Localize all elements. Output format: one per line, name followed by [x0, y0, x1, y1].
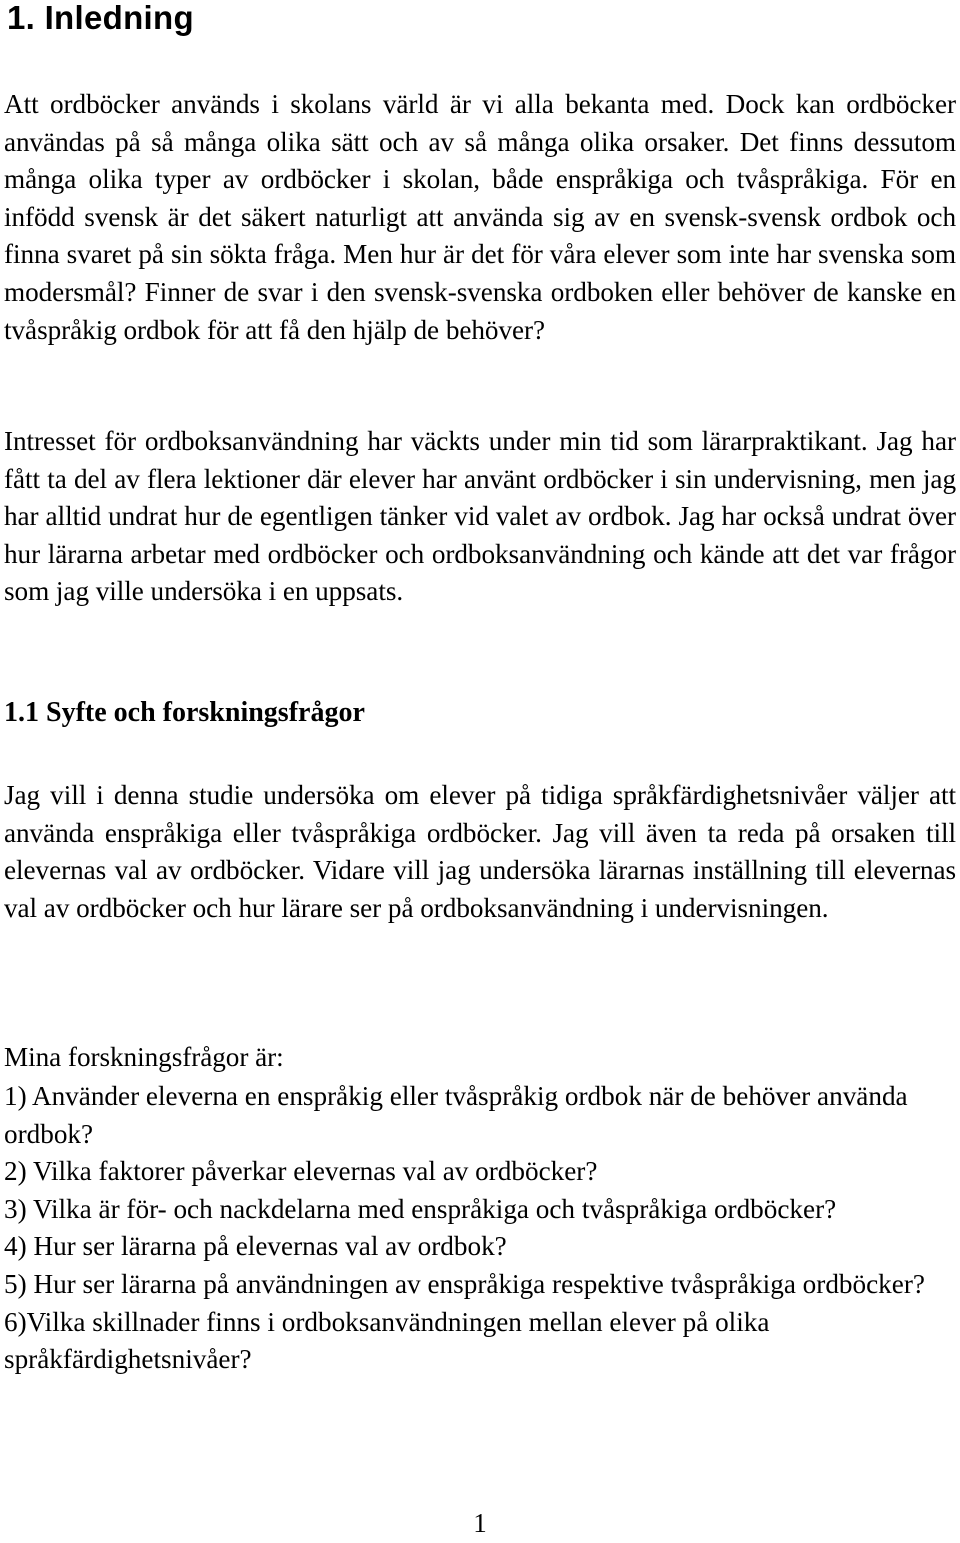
purpose-paragraph: Jag vill i denna studie undersöka om elever på tidiga språkfärdighetsnivåer väljer att använda enspråkiga eller tvåspråkiga ordböcker. Jag vill även ta reda på orsaken till elevernas val av ordböcker. Vidare vill jag undersöka lärarnas inställning till elevernas val av ordböcker och hur lärare ser på ordboksanvändning i undervisningen. — [4, 780, 956, 923]
research-question: 4) Hur ser lärarna på elevernas val av ordbok? — [4, 1231, 507, 1262]
research-question: 3) Vilka är för- och nackdelarna med enspråkiga och tvåspråkiga ordböcker? — [4, 1193, 837, 1224]
intro-paragraph-1: Att ordböcker används i skolans värld är vi alla bekanta med. Dock kan ordböcker användas på så många olika sätt och av så många olika orsaker. Det finns dessutom många olika typer av ordböcker i skolan, både enspråkiga och tvåspråkiga. För en infödd svensk är det säkert naturligt att använda sig av en svensk-svensk ordbok och finna svaret på sin sökta fråga. Men hur är det för våra elever som inte har svenska som modersmål? Finner de svar i den svensk-svenska ordboken eller behöver de kanske en tvåspråkig ordbok för att få den hjälp de behöver? — [4, 89, 956, 345]
page-number: 1 — [473, 1508, 487, 1538]
questions-intro: Mina forskningsfrågor är: — [4, 1042, 284, 1072]
intro-paragraph-2: Intresset för ordboksanvändning har väckts under min tid som lärarpraktikant. Jag har fått ta del av flera lektioner där elever har använt ordböcker i sin undervisning, men jag har alltid undrat hur de egentligen tänker vid valet av ordbok. Jag har också undrat över hur lärarna arbetar med ordböcker och ordboksanvändning och kände att det var frågor som jag ville undersöka i en uppsats. — [4, 426, 956, 607]
research-question: 6)Vilka skillnader finns i ordboksanvändningen mellan elever på olika språkfärdighetsnivåer? — [4, 1306, 770, 1375]
chapter-heading: 1. Inledning — [7, 0, 194, 36]
section-heading: 1.1 Syfte och forskningsfrågor — [4, 697, 365, 728]
research-question: 5) Hur ser lärarna på användningen av enspråkiga respektive tvåspråkiga ordböcker? — [4, 1268, 925, 1299]
research-question: 2) Vilka faktorer påverkar elevernas val av ordböcker? — [4, 1156, 598, 1187]
research-questions-list — [4, 1078, 956, 1379]
research-question: 1) Använder eleverna en enspråkig eller tvåspråkig ordbok när de behöver använda ordbok? — [4, 1081, 908, 1149]
